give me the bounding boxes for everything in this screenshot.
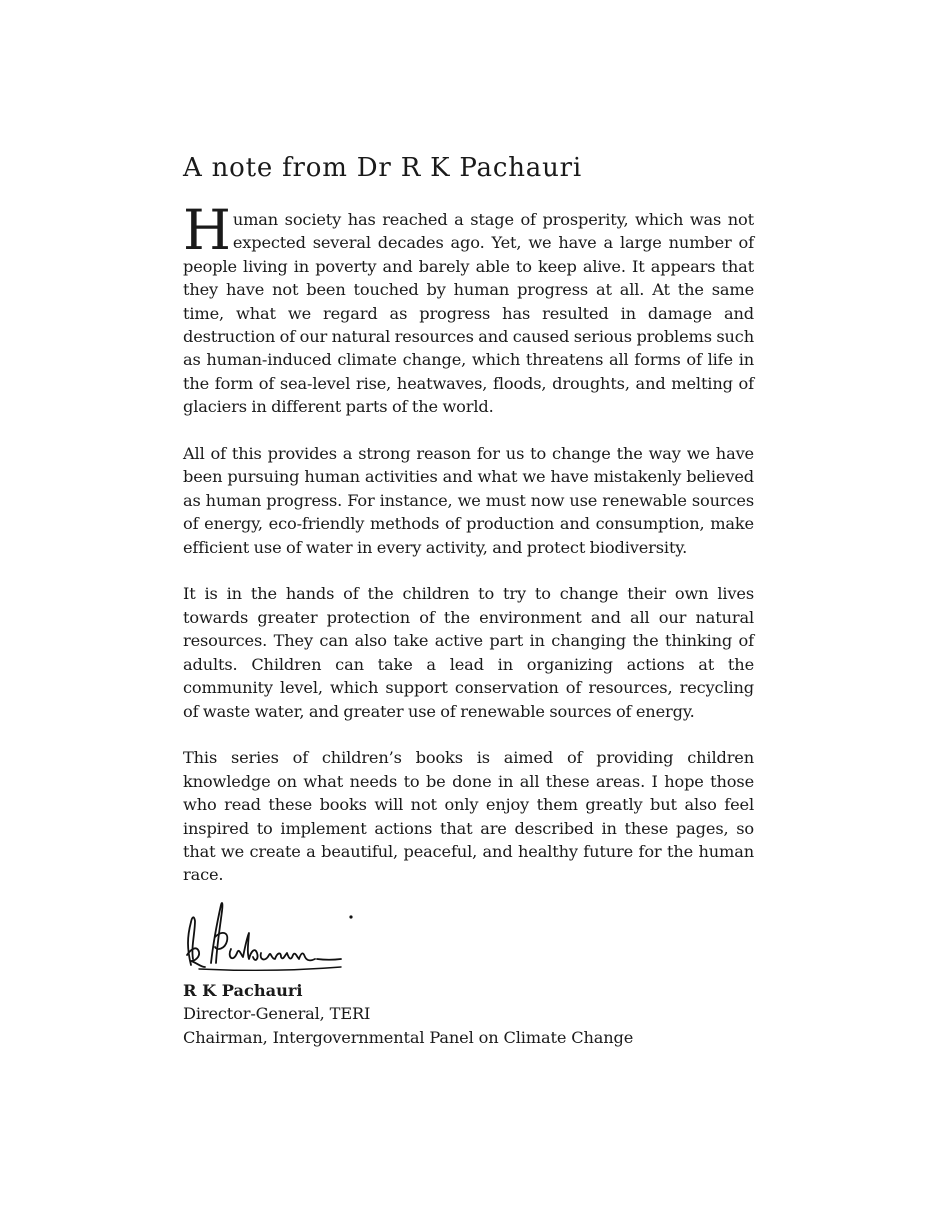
page-title: A note from Dr R K Pachauri — [183, 153, 582, 183]
paragraph-1-text: uman society has reached a stage of prosperity, which was not expected several decades ago. Yet, we have a large number of people living in poverty and barely able to keep alive. It appears that they have not been touched by human progress at all. At the same time, what we regard as progress has resulted in damage and destruction of our natural resources and caused serious problems such as human-induced climate change, which threatens all forms of life in the form of sea-level rise, heatwaves, floods, droughts, and melting of glaciers in different parts of the world. — [183, 210, 754, 417]
handwritten-signature-icon — [181, 897, 361, 977]
signatory-name: R K Pachauri — [183, 980, 303, 1000]
signatory-title-1: Director-General, TERI — [183, 1004, 371, 1024]
signatory-title-2: Chairman, Intergovernmental Panel on Climate Change — [183, 1027, 634, 1047]
paragraph-4: This series of children’s books is aimed of providing children knowledge on what needs to be done in all these areas. I hope those who read these books will not only enjoy them greatly but also feel inspired to implement actions that are described in these pages, so that we create a beautiful, peaceful, and healthy future for the human race. — [183, 748, 754, 885]
drop-cap: H — [183, 198, 231, 262]
paragraph-3: It is in the hands of the children to try to change their own lives towards greater protection of the environment and all our natural resources. They can also take active part in changing the thinking of adults. Children can take a lead in organizing actions at the community level, which support conservation of resources, recycling of waste water, and greater use of renewable sources of energy. — [183, 584, 754, 721]
paragraph-2: All of this provides a strong reason for us to change the way we have been pursuing human activities and what we have mistakenly believed as human progress. For instance, we must now use renewable sources of energy, eco-friendly methods of production and consumption, make efficient use of water in every activity, and protect biodiversity. — [183, 444, 754, 557]
letter-page — [183, 150, 754, 1049]
paragraph-1 — [183, 198, 754, 419]
